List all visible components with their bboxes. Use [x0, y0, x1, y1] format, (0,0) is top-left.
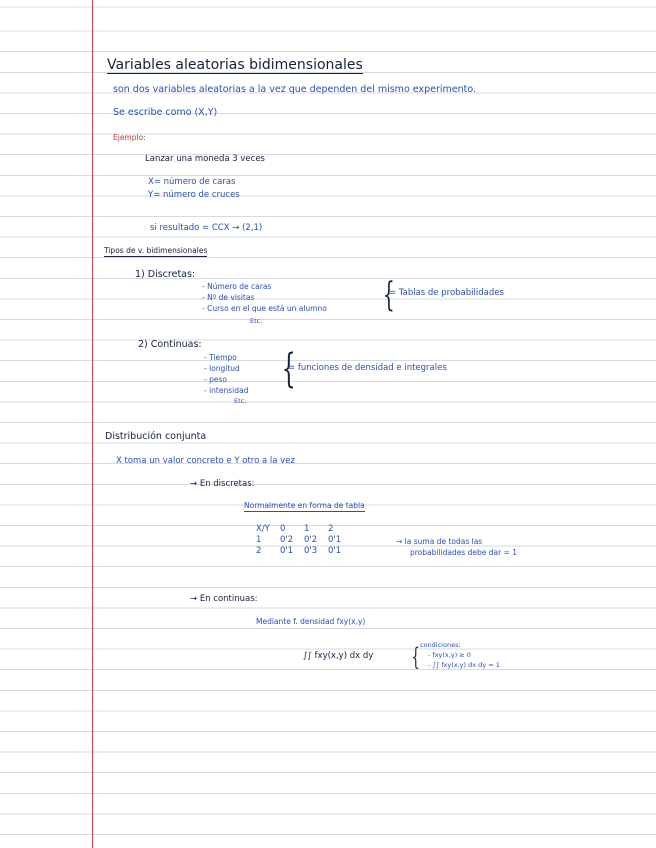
- continuous-brace: {: [281, 346, 296, 392]
- table-cell: 0'1: [280, 546, 294, 556]
- discrete-item-2: - Nº de visitas: [202, 293, 255, 302]
- discrete-brace: {: [382, 275, 395, 315]
- condition-integral-one: - ∫∫ fxy(x,y) dx dy = 1: [428, 661, 500, 669]
- continuous-etc: Etc.: [234, 397, 247, 405]
- conditions-brace: {: [411, 643, 420, 671]
- table-header-cell: 2: [328, 524, 334, 534]
- example-x-definition: X= número de caras: [148, 177, 236, 187]
- types-heading: Tipos de v. bidimensionales: [104, 246, 208, 255]
- discrete-item-3: - Curso en el que está un alumno: [202, 304, 327, 313]
- table-cell: 2: [256, 546, 262, 556]
- continuous-heading: 2) Continuas:: [138, 339, 202, 350]
- table-cell: 0'1: [328, 546, 342, 556]
- sum-note-line-2: probabilidades debe dar = 1: [410, 548, 518, 557]
- continuous-joint-heading: → En continuas:: [190, 594, 258, 604]
- condition-nonnegative: - fxy(x,y) ≥ 0: [428, 651, 471, 659]
- probability-table: [256, 524, 352, 557]
- joint-heading: Distribución conjunta: [105, 431, 207, 442]
- joint-description: X toma un valor concreto e Y otro a la vez: [116, 456, 295, 466]
- continuous-item-2: - longitud: [204, 364, 240, 373]
- conditions-label: condiciones:: [420, 641, 461, 649]
- table-cell: 0'2: [304, 535, 318, 545]
- example-y-definition: Y= número de cruces: [148, 190, 240, 200]
- table-row: [256, 535, 352, 546]
- table-cell: 0'1: [328, 535, 342, 545]
- table-row: [256, 546, 352, 557]
- discrete-etc: Etc.: [250, 317, 263, 325]
- example-label: Ejemplo:: [113, 133, 146, 142]
- table-cell: 0'3: [304, 546, 318, 556]
- table-header-cell: X/Y: [256, 524, 270, 534]
- example-toss: Lanzar una moneda 3 veces: [145, 154, 265, 164]
- continuous-item-1: - Tiempo: [204, 353, 237, 362]
- notation-text: Se escribe como (X,Y): [113, 107, 218, 118]
- table-cell: 0'2: [280, 535, 294, 545]
- discrete-summary: = Tablas de probabilidades: [389, 288, 504, 298]
- definition-text: son dos variables aleatorias a la vez que dependen del mismo experimento.: [113, 84, 476, 95]
- table-cell: 1: [256, 535, 262, 545]
- joint-density-integral: ∫∫ fxy(x,y) dx dy: [303, 651, 374, 661]
- continuous-summary: = funciones de densidad e integrales: [288, 363, 447, 373]
- table-header-cell: 1: [304, 524, 310, 534]
- sum-note-line-1: → la suma de todas las: [396, 537, 483, 546]
- discrete-item-1: - Número de caras: [202, 282, 272, 291]
- continuous-item-3: - peso: [204, 375, 227, 384]
- discrete-joint-heading: → En discretas:: [190, 479, 255, 489]
- density-note: Mediante f. densidad fxy(x,y): [256, 617, 366, 626]
- margin-line: [92, 0, 93, 848]
- table-header-row: [256, 524, 352, 535]
- discrete-heading: 1) Discretas:: [135, 269, 196, 280]
- example-result: si resultado = CCX → (2,1): [150, 223, 263, 233]
- discrete-joint-note: Normalmente en forma de tabla: [244, 501, 365, 510]
- continuous-item-4: - intensidad: [204, 386, 249, 395]
- page-title: Variables aleatorias bidimensionales: [107, 57, 363, 73]
- table-header-cell: 0: [280, 524, 286, 534]
